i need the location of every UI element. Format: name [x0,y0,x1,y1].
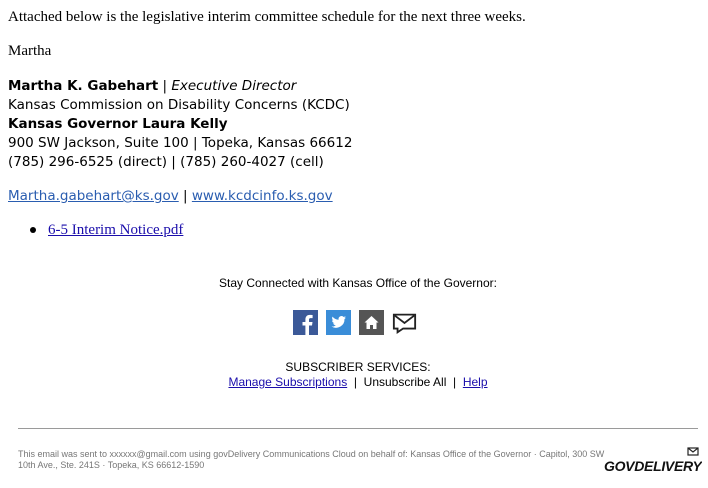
stay-connected-heading: Stay Connected with Kansas Office of the Governor: [219,276,497,290]
footer-divider [18,428,698,429]
home-icon[interactable] [359,310,384,335]
manage-subscriptions-link[interactable]: Manage Subscriptions [228,375,348,389]
website-link[interactable]: www.kcdcinfo.ks.gov [191,188,333,204]
separator: | [453,375,457,389]
govdelivery-logo [602,447,702,477]
greeting: Martha [8,43,52,59]
links-separator: | [178,188,192,204]
signature-name: Martha K. Gabehart [8,78,159,94]
twitter-icon[interactable] [326,310,351,335]
signature-phones: (785) 296-6525 (direct) | (785) 260-4027 (cell) [8,154,324,170]
signature-title: Executive Director [171,78,297,94]
help-link[interactable]: Help [462,375,488,389]
email-link[interactable]: Martha.gabehart@ks.gov [8,188,179,204]
signature-name-line [8,77,352,96]
social-icons [293,310,417,335]
signature-governor: Kansas Governor Laura Kelly [8,116,228,132]
contact-links [8,188,333,204]
signature-org: Kansas Commission on Disability Concerns (KCDC) [8,97,350,113]
signature-separator: | [158,78,172,94]
subscriber-links [0,375,708,389]
bullet-icon [30,227,36,233]
envelope-icon[interactable] [392,310,417,335]
subscriber-heading: SUBSCRIBER SERVICES: [285,360,431,374]
footer-text: This email was sent to xxxxxx@gmail.com using govDelivery Communications Cloud on behalf of: Kansas Office of the Governor · Capitol, 300 SW 10th Ave., Ste. 241S · Topeka, KS 66612-1590 [18,449,605,470]
intro-text: Attached below is the legislative interim committee schedule for the next three weeks. [8,9,526,25]
signature-block [8,77,352,172]
unsubscribe-all[interactable]: Unsubscribe All [363,375,447,389]
signature-address: 900 SW Jackson, Suite 100 | Topeka, Kansas 66612 [8,135,353,151]
separator: | [353,375,357,389]
facebook-icon[interactable] [293,310,318,335]
attachment-item [30,222,183,239]
govdelivery-logo-text: GOVDELIVERY [604,458,702,474]
attachment-link[interactable]: 6-5 Interim Notice.pdf [48,222,184,238]
